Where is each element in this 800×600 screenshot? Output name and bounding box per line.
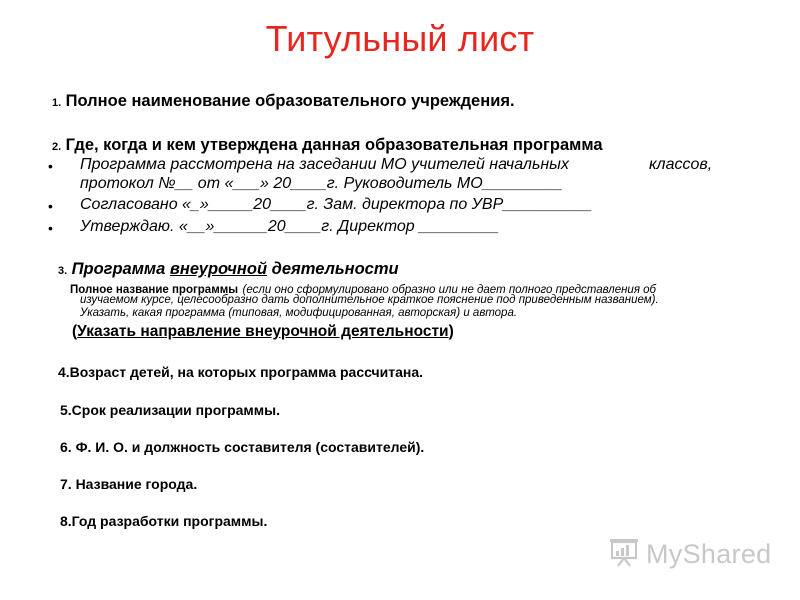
bullet-dot-3: • <box>48 220 53 236</box>
bullet-dot-2: • <box>48 198 53 214</box>
watermark-text: MyShared <box>646 539 772 569</box>
section-3-heading-prefix: Программа <box>71 260 170 278</box>
section-2-number: 2. <box>52 141 62 153</box>
bullet-1-line-1b: классов, <box>649 156 713 173</box>
full-name-label: Полное название программы <box>70 284 239 296</box>
bullet-1-line-1a: Программа рассмотрена на заседании МО учителей начальных <box>80 156 569 173</box>
section-1 <box>52 92 515 111</box>
bullet-3-line: Утверждаю. «__»______20____г. Директор _________ <box>80 218 500 235</box>
section-1-number: 1. <box>52 97 62 109</box>
direction-line <box>72 323 454 341</box>
section-3-heading-suffix: деятельности <box>267 260 399 278</box>
section-2 <box>52 136 603 155</box>
direction-open: ( <box>72 323 78 340</box>
full-name-line-3: Указать, какая программа (типовая, модифицированная, авторская) и автора. <box>80 307 518 319</box>
presentation-board-icon <box>608 536 640 573</box>
bullet-2-line: Согласовано «_»_____20____г. Зам. директора по УВР__________ <box>80 196 593 213</box>
section-1-text: Полное наименование образовательного учреждения. <box>65 92 515 110</box>
section-3-heading-underlined: внеурочной <box>169 260 268 278</box>
item-8: 8.Год разработки программы. <box>60 513 268 529</box>
bullet-dot-1: • <box>48 158 53 174</box>
section-3-number: 3. <box>58 265 68 277</box>
page-title: Титульный лист <box>265 18 535 59</box>
item-7: 7. Название города. <box>60 476 198 492</box>
section-2-text: Где, когда и кем утверждена данная образовательная программа <box>65 136 603 154</box>
item-6: 6. Ф. И. О. и должность составителя (составителей). <box>60 439 425 455</box>
full-name-text-1: (если оно сформулировано образно или не дает полного представления об <box>242 284 657 296</box>
item-5: 5.Срок реализации программы. <box>60 402 280 418</box>
direction-close: ) <box>448 323 454 340</box>
item-4: 4.Возраст детей, на которых программа рассчитана. <box>58 364 424 380</box>
direction-text: Указать направление внеурочной деятельности <box>77 323 449 340</box>
mysshared-logo <box>608 536 771 573</box>
full-name-line-2: изучаемом курсе, целесообразно дать дополнительное краткое пояснение под приведенным названием). <box>80 294 659 306</box>
bullet-1-line-2: протокол №__ от «___» 20____г. Руководитель МО_________ <box>80 175 563 192</box>
section-3-heading <box>58 260 399 279</box>
